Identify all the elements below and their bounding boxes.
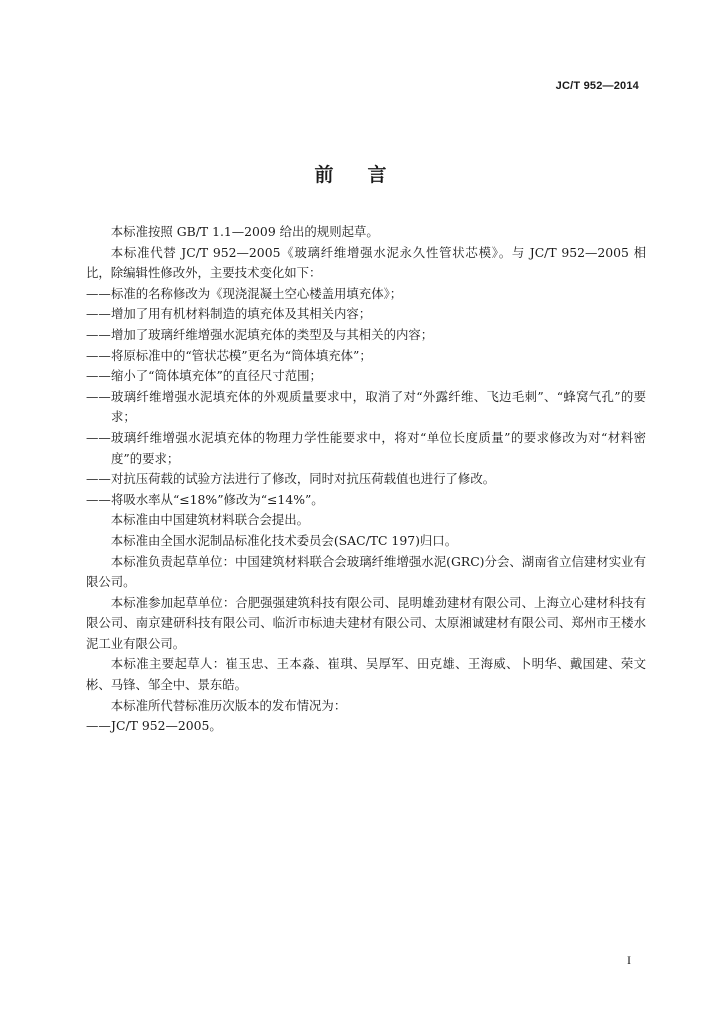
- paragraph-drafting-rules: 本标准按照 GB/T 1.1—2009 给出的规则起草。: [110, 224, 379, 239]
- dash-mark: ——: [86, 718, 111, 734]
- list-item: [86, 716, 646, 737]
- list-item-text: JC/T 952—2005。: [111, 718, 222, 734]
- list-item-text: 玻璃纤维增强水泥填充体的外观质量要求中，取消了对“外露纤维、飞边毛刺”、“蜂窝气孔”的要求；: [111, 388, 646, 425]
- foreword-body: [86, 222, 646, 737]
- paragraph-participating-drafters: 本标准参加起草单位：合肥强强建筑科技有限公司、昆明雄劲建材有限公司、上海立心建材科技有限公司、南京建研科技有限公司、临沂市标迪夫建材有限公司、太原湘诚建材有限公司、郑州市王楼水泥工业有限公司。: [86, 594, 646, 651]
- paragraph-main-drafters: 本标准主要起草人：崔玉忠、王本淼、崔琪、吴厚军、田克雄、王海威、卜明华、戴国建、荣文彬、马锋、邹全中、景东皓。: [86, 656, 646, 693]
- list-item-text: 缩小了“筒体填充体”的直径尺寸范围；: [111, 368, 322, 384]
- paragraph-lead-drafters: 本标准负责起草单位：中国建筑材料联合会玻璃纤维增强水泥(GRC)分会、湖南省立信建材实业有限公司。: [86, 553, 646, 590]
- dash-mark: ——: [86, 471, 111, 487]
- dash-mark: ——: [86, 326, 111, 342]
- list-item-text: 增加了用有机材料制造的填充体及其相关内容；: [111, 306, 372, 322]
- paragraph-committee: 本标准由全国水泥制品标准化技术委员会(SAC/TC 197)归口。: [110, 532, 458, 548]
- list-item: [86, 428, 646, 469]
- dash-mark: ——: [86, 368, 111, 384]
- page-title: 前言: [314, 164, 421, 186]
- dash-mark: ——: [86, 491, 111, 507]
- dash-mark: ——: [86, 285, 111, 301]
- list-item-text: 标准的名称修改为《现浇混凝土空心楼盖用填充体》；: [111, 285, 403, 301]
- standard-code: JC/T 952—2014: [555, 80, 639, 92]
- dash-mark: ——: [86, 388, 111, 404]
- history-list: [86, 716, 646, 737]
- list-item-text: 将吸水率从“≤18%”修改为“≤14%”。: [111, 491, 324, 507]
- list-item: [86, 304, 646, 325]
- list-item: [86, 366, 646, 387]
- page-number: I: [627, 953, 631, 967]
- dash-mark: ——: [86, 429, 111, 445]
- list-item-text: 对抗压荷载的试验方法进行了修改，同时对抗压荷载值也进行了修改。: [111, 471, 496, 487]
- paragraph-history: 本标准所代替标准历次版本的发布情况为：: [110, 697, 347, 713]
- dash-mark: ——: [86, 347, 111, 363]
- list-item-text: 增加了玻璃纤维增强水泥填充体的类型及与其相关的内容；: [111, 326, 434, 342]
- list-item: [86, 284, 646, 305]
- paragraph-replacement: 本标准代替 JC/T 952—2005《玻璃纤维增强水泥永久性管状芯模》。与 JC/T 952—2005 相比，除编辑性修改外，主要技术变化如下：: [86, 244, 646, 281]
- dash-mark: ——: [86, 306, 111, 322]
- list-item: [86, 469, 646, 490]
- list-item: [86, 490, 646, 511]
- list-item-text: 将原标准中的“管状芯模”更名为“筒体填充体”；: [111, 347, 372, 363]
- list-item-text: 玻璃纤维增强水泥填充体的物理力学性能要求中，将对“单位长度质量”的要求修改为对“材料密度”的要求；: [111, 429, 646, 466]
- list-item: [86, 325, 646, 346]
- list-item: [86, 387, 646, 428]
- paragraph-proposer: 本标准由中国建筑材料联合会提出。: [110, 512, 310, 528]
- technical-changes-list: [86, 284, 646, 511]
- list-item: [86, 346, 646, 367]
